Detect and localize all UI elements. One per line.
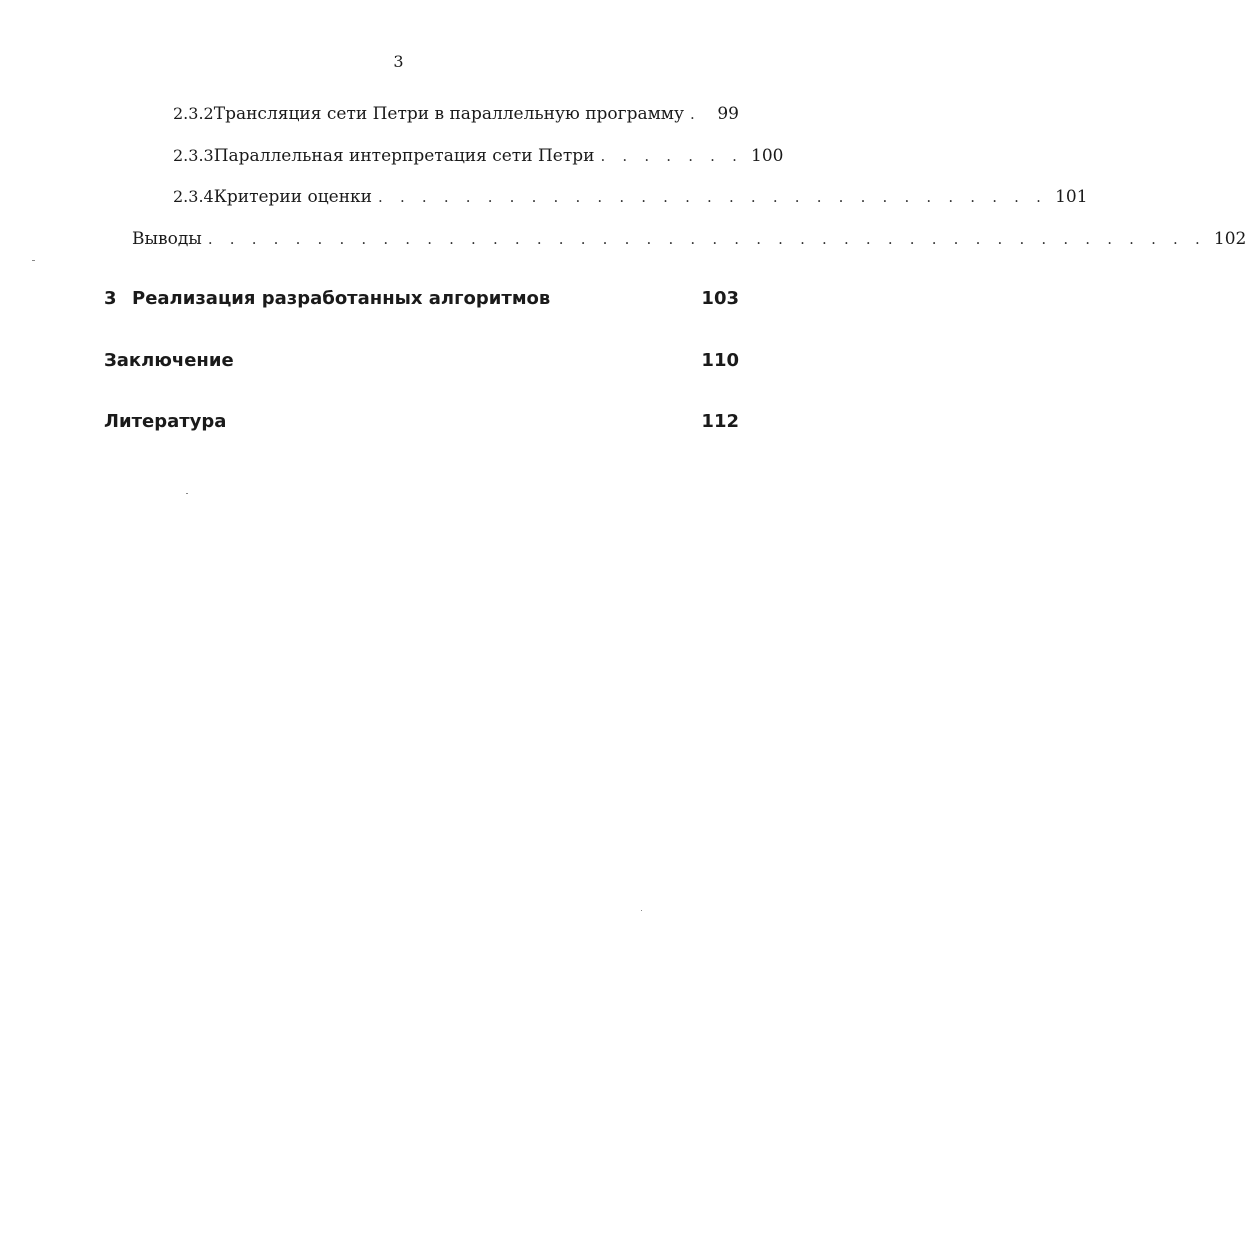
- toc-dot-leader: . . . . . . . . . . . . . . . . . . . . . . . . . . . . . . . . . . . . . . . . . . . . . .: [207, 230, 1206, 248]
- toc-chapter-literature: [104, 411, 739, 433]
- toc-entry-page: 102: [1213, 229, 1246, 249]
- toc-entry-page: 100: [751, 146, 784, 166]
- page-number: 3: [393, 52, 404, 71]
- scan-speck: [186, 493, 188, 494]
- toc-dot-leader: . . . . . . .: [600, 147, 744, 165]
- toc-entry-number: 2.3.4: [173, 187, 214, 206]
- toc-entry-title: Параллельная интерпретация сети Петри: [213, 146, 595, 166]
- toc-chapter-page: 112: [701, 411, 739, 432]
- scan-speck: [32, 260, 35, 261]
- toc-dot-leader: . . . . . . . . . . . . . . . . . . . . . . . . . . . . . . .: [378, 188, 1048, 206]
- toc-entry-number: 2.3.2: [173, 104, 214, 123]
- toc-entry-2-3-2: [173, 103, 739, 125]
- toc-chapter-number: 3: [104, 288, 117, 309]
- toc-chapter-page: 110: [701, 350, 739, 371]
- toc-chapter-title: Литература: [104, 411, 227, 432]
- toc-entry-2-3-3: [173, 145, 784, 167]
- toc-entry-2-3-4: [173, 186, 1088, 208]
- toc-chapter-title: Заключение: [104, 350, 234, 371]
- toc-chapter-conclusion: [104, 350, 739, 372]
- toc-entry-number: 2.3.3: [173, 146, 214, 165]
- toc-chapter-title: Реализация разработанных алгоритмов: [132, 288, 551, 309]
- toc-chapter-page: 103: [701, 288, 739, 309]
- toc-chapter-3: [104, 288, 739, 310]
- toc-entry-title: Выводы: [132, 229, 202, 249]
- toc-dot-leader: .: [690, 105, 701, 123]
- toc-entry-title: Критерии оценки: [213, 187, 373, 207]
- toc-entry-conclusions: [132, 228, 1246, 250]
- toc-entry-page: 99: [717, 104, 739, 124]
- scan-speck: [641, 910, 642, 911]
- toc-entry-page: 101: [1055, 187, 1088, 207]
- toc-entry-title: Трансляция сети Петри в параллельную программу: [213, 104, 685, 124]
